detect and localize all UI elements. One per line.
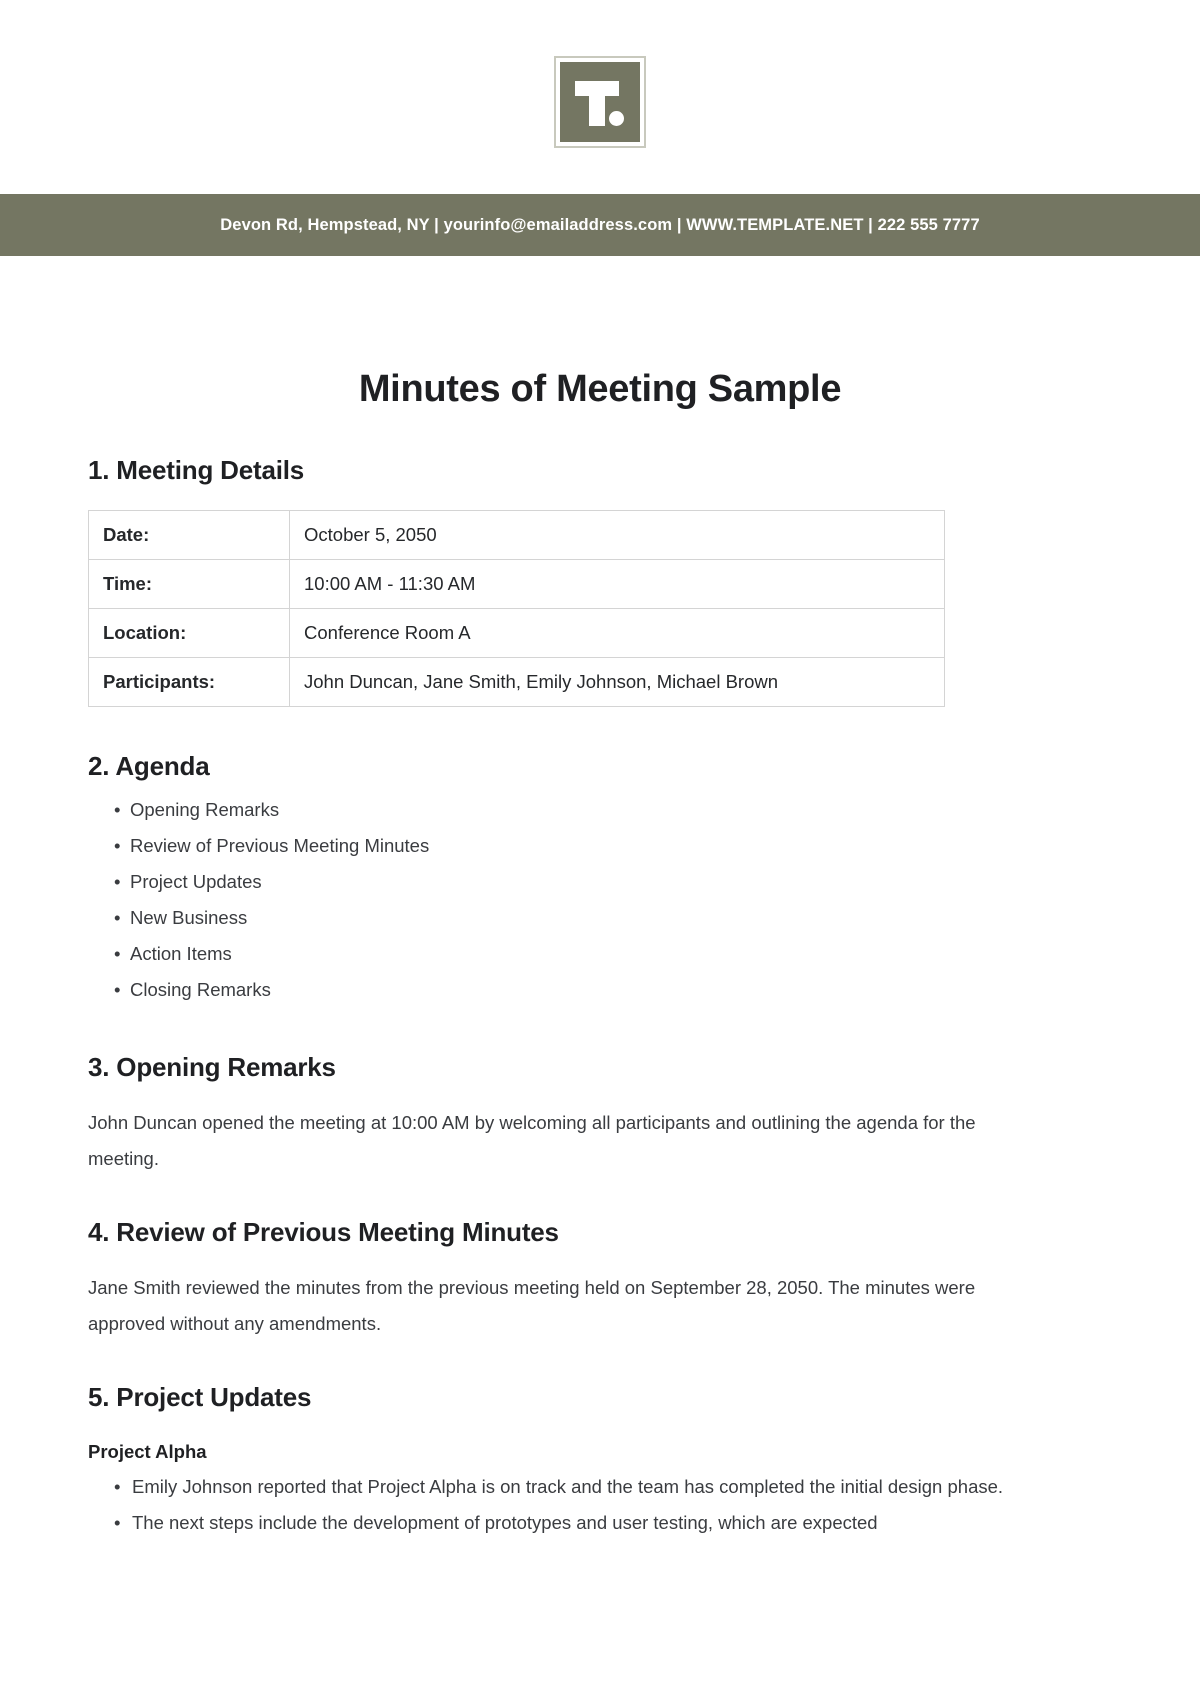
section-heading-project-updates: 5. Project Updates	[88, 1382, 312, 1412]
logo-mark-icon	[560, 62, 640, 142]
document-body	[0, 368, 1200, 1541]
project-alpha-list	[88, 1469, 1112, 1541]
logo-area	[0, 0, 1200, 194]
list-item: • The next steps include the development of prototypes and user testing, which are expected	[114, 1505, 1052, 1541]
section-heading-agenda: 2. Agenda	[88, 751, 210, 781]
table-cell-label: Date:	[89, 511, 290, 560]
table-cell-value: John Duncan, Jane Smith, Emily Johnson, Michael Brown	[290, 658, 945, 707]
section-heading-opening-remarks: 3. Opening Remarks	[88, 1052, 336, 1082]
page-title: Minutes of Meeting Sample	[358, 368, 842, 410]
list-item: • Opening Remarks	[114, 792, 1112, 828]
review-previous-minutes-paragraph: Jane Smith reviewed the minutes from the previous meeting held on September 28, 2050. The minutes were approved without any amendments.	[88, 1277, 976, 1334]
table-row	[89, 609, 945, 658]
section-heading-review-previous-minutes: 4. Review of Previous Meeting Minutes	[88, 1217, 559, 1247]
list-item: • New Business	[114, 900, 1112, 936]
list-item: • Review of Previous Meeting Minutes	[114, 828, 1112, 864]
list-item: • Project Updates	[114, 864, 1112, 900]
table-cell-value: October 5, 2050	[290, 511, 945, 560]
list-item: • Action Items	[114, 936, 1112, 972]
table-cell-value: Conference Room A	[290, 609, 945, 658]
contact-info-bar	[0, 194, 1200, 256]
table-cell-value: 10:00 AM - 11:30 AM	[290, 560, 945, 609]
table-cell-label: Participants:	[89, 658, 290, 707]
section-heading-meeting-details: 1. Meeting Details	[88, 455, 305, 485]
logo-letter-t-stem	[589, 81, 605, 126]
table-row	[89, 658, 945, 707]
subheading-project-alpha: Project Alpha	[88, 1441, 207, 1462]
brand-logo	[554, 56, 646, 148]
logo-period-dot	[609, 111, 624, 126]
table-row	[89, 560, 945, 609]
list-item: • Closing Remarks	[114, 972, 1112, 1008]
opening-remarks-paragraph: John Duncan opened the meeting at 10:00 AM by welcoming all participants and outlining the agenda for the meeting.	[88, 1112, 976, 1169]
table-row	[89, 511, 945, 560]
table-cell-label: Location:	[89, 609, 290, 658]
meeting-details-table	[88, 510, 945, 707]
list-item: • Emily Johnson reported that Project Alpha is on track and the team has completed the initial design phase.	[114, 1469, 1052, 1505]
agenda-list	[88, 792, 1112, 1008]
contact-info-text: Devon Rd, Hempstead, NY | yourinfo@emailaddress.com | WWW.TEMPLATE.NET | 222 555 7777	[220, 215, 980, 234]
table-cell-label: Time:	[89, 560, 290, 609]
